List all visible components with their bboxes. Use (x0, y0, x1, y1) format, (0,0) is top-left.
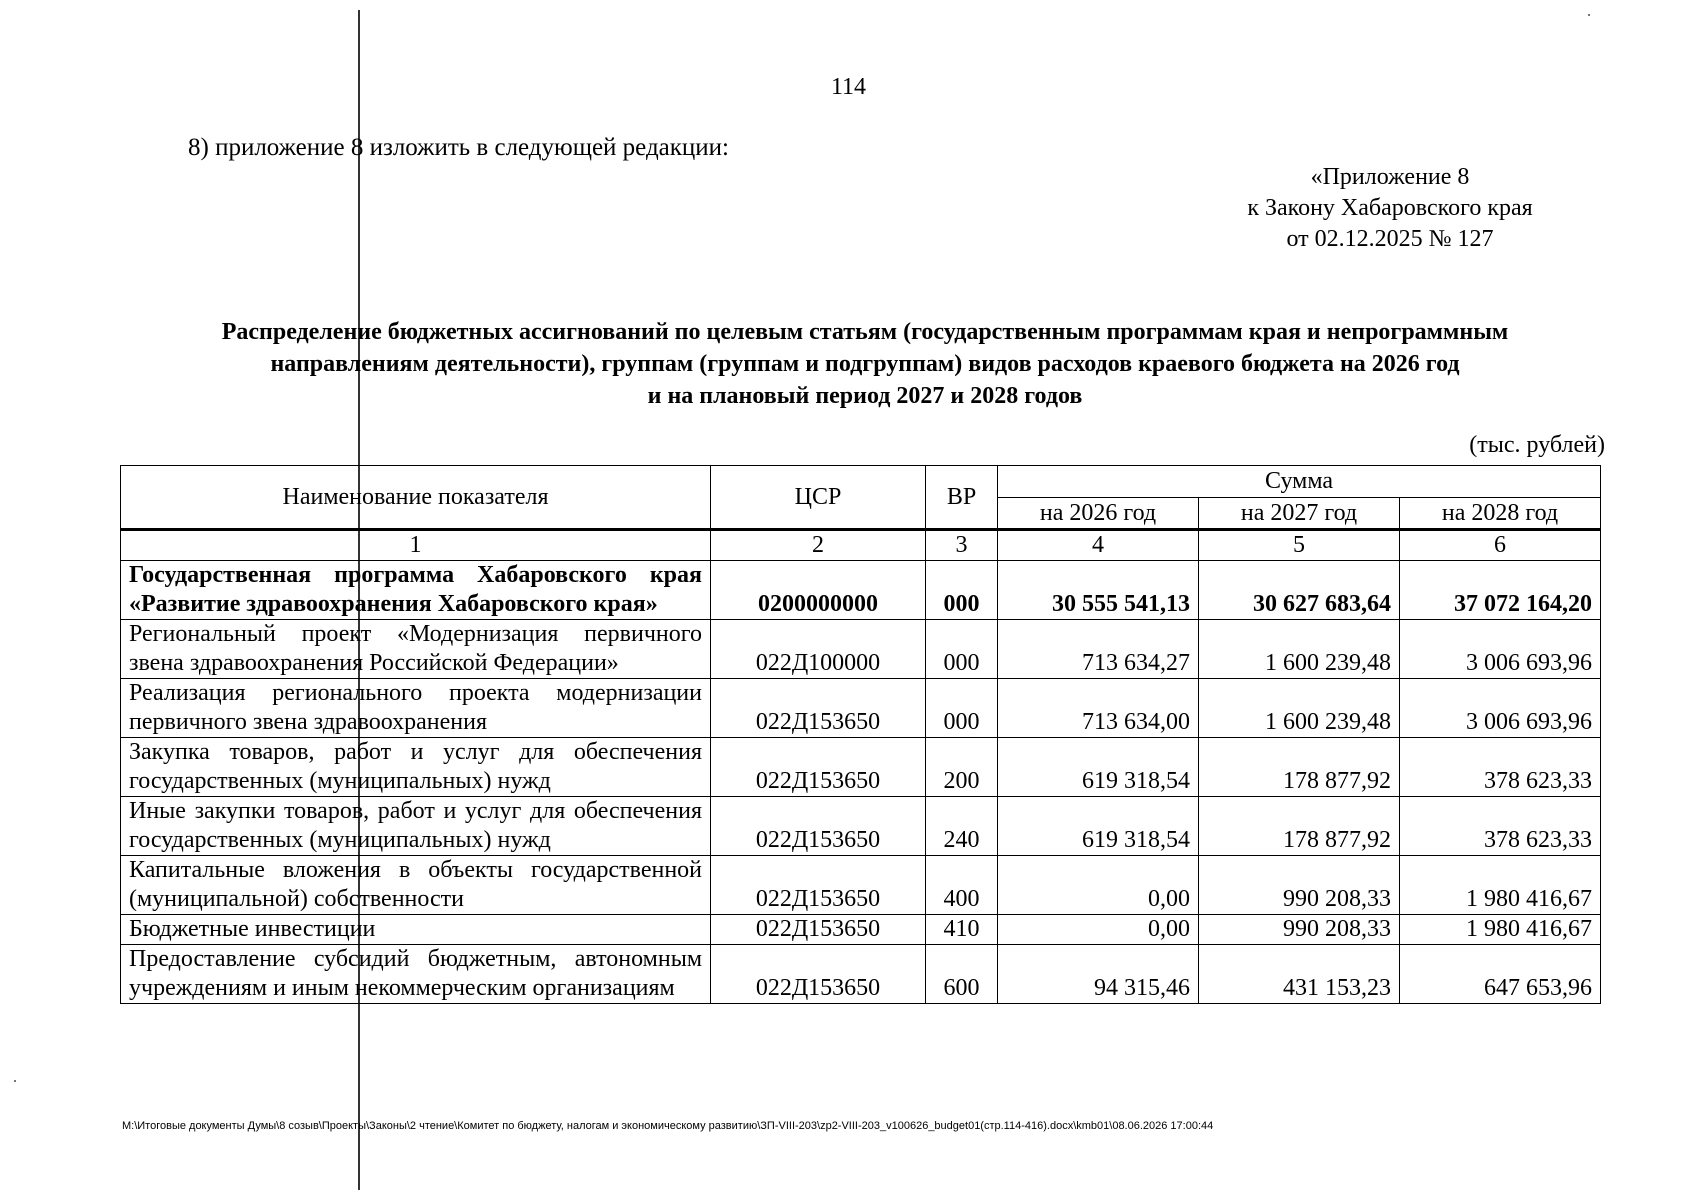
units-label: (тыс. рублей) (1469, 432, 1605, 458)
cell-name: Капитальные вложения в объекты государственной (муниципальной) собственности (121, 856, 711, 915)
cell-y2026: 0,00 (998, 915, 1199, 945)
cell-y2028: 1 980 416,67 (1400, 915, 1601, 945)
cell-vr: 000 (926, 561, 998, 620)
file-path-footer: М:\Итоговые документы Думы\8 созыв\Проекты\Законы\2 чтение\Комитет по бюджету, налогам и экономическому развитию\ЗП-VIII-203\zp2-VIII-203_v100626_budget01(стр.114-416).docx\kmb01\08.06.2026 17:00:44 (122, 1120, 1214, 1132)
cell-y2028: 3 006 693,96 (1400, 679, 1601, 738)
cell-csr: 022Д153650 (711, 679, 926, 738)
cell-y2027: 431 153,23 (1199, 945, 1400, 1004)
scan-dot (14, 1080, 16, 1082)
cell-csr: 022Д153650 (711, 856, 926, 915)
cell-name: Бюджетные инвестиции (121, 915, 711, 945)
cell-vr: 400 (926, 856, 998, 915)
column-number: 5 (1199, 530, 1400, 561)
document-title (140, 316, 1590, 412)
cell-y2028: 37 072 164,20 (1400, 561, 1601, 620)
appendix-line-3: от 02.12.2025 № 127 (1286, 226, 1494, 252)
scan-dot (1588, 14, 1590, 16)
column-number: 1 (121, 530, 711, 561)
cell-name: Предоставление субсидий бюджетным, автономным учреждениям и иным некоммерческим организациям (121, 945, 711, 1004)
table-row (121, 561, 1601, 620)
title-line-3: и на плановый период 2027 и 2028 годов (647, 383, 1083, 409)
cell-name: Реализация регионального проекта модернизации первичного звена здравоохранения (121, 679, 711, 738)
cell-csr: 022Д153650 (711, 915, 926, 945)
cell-y2026: 713 634,00 (998, 679, 1199, 738)
cell-y2028: 378 623,33 (1400, 738, 1601, 797)
budget-table (120, 465, 1601, 1004)
header-2027: на 2027 год (1199, 498, 1400, 530)
header-csr: ЦСР (711, 466, 926, 530)
header-2028: на 2028 год (1400, 498, 1601, 530)
cell-y2026: 713 634,27 (998, 620, 1199, 679)
cell-y2027: 1 600 239,48 (1199, 679, 1400, 738)
cell-y2026: 94 315,46 (998, 945, 1199, 1004)
table-row (121, 620, 1601, 679)
cell-vr: 200 (926, 738, 998, 797)
header-sum: Сумма (998, 466, 1601, 498)
column-number: 6 (1400, 530, 1601, 561)
column-number: 2 (711, 530, 926, 561)
table-row (121, 797, 1601, 856)
table-row (121, 915, 1601, 945)
cell-y2027: 990 208,33 (1199, 915, 1400, 945)
cell-y2027: 178 877,92 (1199, 797, 1400, 856)
cell-vr: 000 (926, 620, 998, 679)
cell-csr: 022Д100000 (711, 620, 926, 679)
cell-y2026: 619 318,54 (998, 738, 1199, 797)
title-line-2: направлениям деятельности), группам (группам и подгруппам) видов расходов краевого бюджета на 2026 год (270, 351, 1460, 377)
cell-name: Государственная программа Хабаровского края «Развитие здравоохранения Хабаровского края» (121, 561, 711, 620)
appendix-line-2: к Закону Хабаровского края (1247, 195, 1533, 221)
header-2026: на 2026 год (998, 498, 1199, 530)
cell-vr: 240 (926, 797, 998, 856)
table-row (121, 945, 1601, 1004)
cell-y2028: 1 980 416,67 (1400, 856, 1601, 915)
cell-vr: 000 (926, 679, 998, 738)
cell-y2027: 990 208,33 (1199, 856, 1400, 915)
cell-y2028: 3 006 693,96 (1400, 620, 1601, 679)
column-numbers-row (121, 530, 1601, 561)
cell-csr: 022Д153650 (711, 945, 926, 1004)
cell-y2026: 0,00 (998, 856, 1199, 915)
column-number: 3 (926, 530, 998, 561)
cell-y2027: 178 877,92 (1199, 738, 1400, 797)
page-number: 114 (830, 74, 867, 100)
cell-vr: 600 (926, 945, 998, 1004)
column-number: 4 (998, 530, 1199, 561)
table-row (121, 679, 1601, 738)
table-row (121, 738, 1601, 797)
cell-csr: 0200000000 (711, 561, 926, 620)
cell-y2026: 30 555 541,13 (998, 561, 1199, 620)
cell-y2027: 30 627 683,64 (1199, 561, 1400, 620)
intro-text: 8) приложение 8 изложить в следующей редакции: (188, 134, 729, 161)
header-name: Наименование показателя (121, 466, 711, 530)
cell-csr: 022Д153650 (711, 797, 926, 856)
appendix-line-1: «Приложение 8 (1310, 164, 1470, 190)
cell-y2026: 619 318,54 (998, 797, 1199, 856)
cell-y2028: 647 653,96 (1400, 945, 1601, 1004)
cell-y2028: 378 623,33 (1400, 797, 1601, 856)
cell-name: Региональный проект «Модернизация первичного звена здравоохранения Российской Федерации» (121, 620, 711, 679)
cell-name: Закупка товаров, работ и услуг для обеспечения государственных (муниципальных) нужд (121, 738, 711, 797)
header-vr: ВР (926, 466, 998, 530)
title-line-1: Распределение бюджетных ассигнований по целевым статьям (государственным программам края и непрограммным (221, 319, 1509, 345)
table-row (121, 856, 1601, 915)
appendix-reference (1190, 162, 1590, 255)
cell-y2027: 1 600 239,48 (1199, 620, 1400, 679)
cell-csr: 022Д153650 (711, 738, 926, 797)
cell-vr: 410 (926, 915, 998, 945)
cell-name: Иные закупки товаров, работ и услуг для обеспечения государственных (муниципальных) нужд (121, 797, 711, 856)
